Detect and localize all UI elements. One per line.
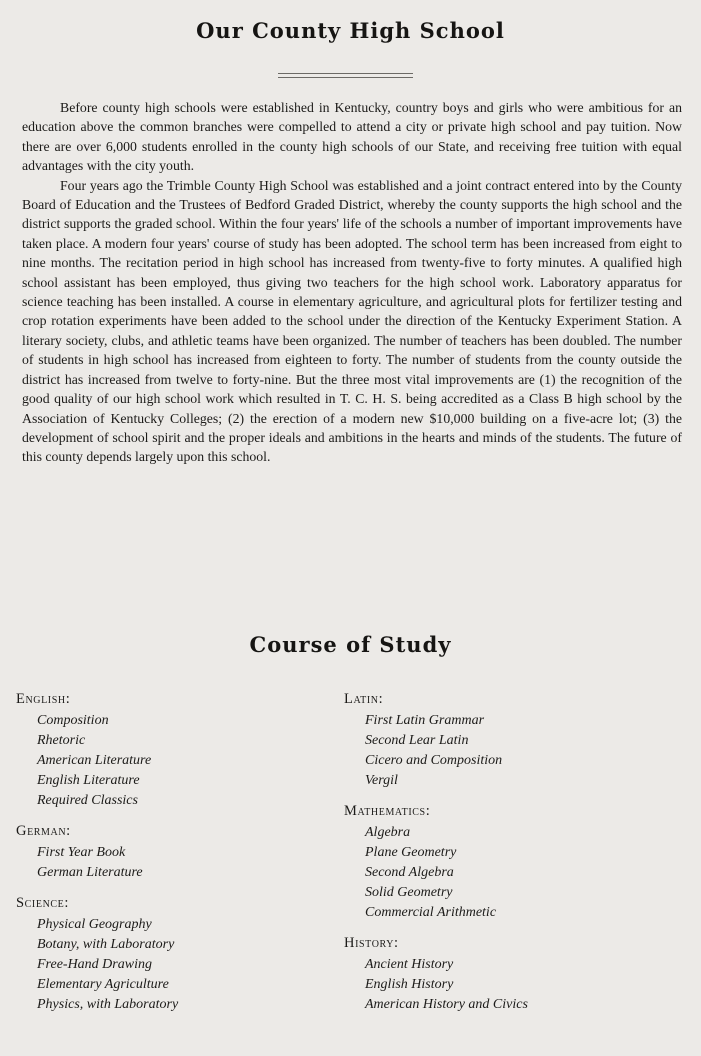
subject-list: [344, 955, 684, 1015]
intro-paragraph: Before county high schools were established in Kentucky, country boys and girls who were ambitious for an education above the common branches were compelled to attend a city or private high school and pay tuition. Now there are over 6,000 students enrolled in the county high schools of our State, and receiving free tuition with equal advantages with the city youth.: [22, 100, 682, 174]
course-item: Plane Geometry: [365, 845, 457, 860]
intro-paragraph: Four years ago the Trimble County High School was established and a joint contract entered into by the County Board of Education and the Trustees of Bedford Graded District, whereby the county supports the high school and the district supports the graded school. Within the four years' life of the schools a number of important improvements have taken place. A modern four years' course of study has been adopted. The school term has been increased from eight to nine months. The recitation period in high school has increased from twenty-five to forty minutes. A qualified high school assistant has been employed, thus giving two teachers for the high school work. Laboratory apparatus for science teaching has been installed. A course in elementary agriculture, and agricultural plots for fertilizer testing and crop rotation experiments have been added to the school under the direction of the Kentucky Experiment Station. A literary society, clubs, and athletic teams have been organized. The number of teachers has been doubled. The number of students in high school has increased from eighteen to forty. The number of students from the county outside the district has increased from twelve to forty-nine. But the three most vital improvements are (1) the recognition of the good quality of our high school work which resulted in T. C. H. S. being accredited as a Class B high school by the Association of Kentucky Colleges; (2) the erection of a modern new $10,000 building on a five-acre lot; (3) the development of school spirit and the proper ideals and ambitions in the hearts and minds of the students. The future of this county depends largely upon this school.: [22, 177, 682, 465]
course-item: Rhetoric: [37, 733, 86, 748]
course-item: Botany, with Laboratory: [37, 937, 175, 952]
course-item: Physics, with Laboratory: [37, 997, 179, 1012]
subject-list: [344, 711, 684, 791]
course-item: Free-Hand Drawing: [37, 957, 152, 972]
subject-section: [344, 933, 684, 1015]
course-item: American History and Civics: [365, 997, 528, 1012]
course-title: Course of Study: [249, 632, 452, 657]
course-item: Physical Geography: [37, 917, 152, 932]
course-item: Second Lear Latin: [365, 733, 469, 748]
course-item: American Literature: [37, 753, 152, 768]
subject-heading: German:: [16, 823, 71, 839]
course-item: Commercial Arithmetic: [365, 905, 497, 920]
course-item: German Literature: [37, 865, 143, 880]
subject-section: [16, 689, 316, 811]
subject-section: [16, 893, 316, 1015]
course-item: English Literature: [37, 773, 140, 788]
subject-heading: English:: [16, 691, 71, 707]
subject-heading: Latin:: [344, 691, 384, 707]
course-item: First Year Book: [37, 845, 126, 860]
subject-section: [344, 689, 684, 791]
course-item: Cicero and Composition: [365, 753, 503, 768]
intro-text: [22, 98, 682, 467]
subject-heading: Science:: [16, 895, 70, 911]
course-item: Required Classics: [37, 793, 138, 808]
subject-section: [344, 801, 684, 923]
course-column-right: [344, 689, 684, 1025]
title-rule-top: [278, 73, 413, 74]
subject-list: [16, 711, 316, 811]
course-item: Ancient History: [365, 957, 454, 972]
title-rule-bottom: [278, 77, 413, 78]
course-item: First Latin Grammar: [365, 713, 485, 728]
course-item: Vergil: [365, 773, 398, 788]
course-item: Elementary Agriculture: [37, 977, 169, 992]
subject-heading: History:: [344, 935, 399, 951]
subject-list: [16, 915, 316, 1015]
course-column-left: [16, 689, 316, 1025]
subject-section: [16, 821, 316, 883]
course-item: Composition: [37, 713, 109, 728]
course-item: English History: [365, 977, 454, 992]
course-item: Solid Geometry: [365, 885, 453, 900]
course-item: Second Algebra: [365, 865, 454, 880]
subject-heading: Mathematics:: [344, 803, 431, 819]
page-title: Our County High School: [196, 18, 505, 43]
course-item: Algebra: [365, 825, 411, 840]
subject-list: [16, 843, 316, 883]
subject-list: [344, 823, 684, 923]
